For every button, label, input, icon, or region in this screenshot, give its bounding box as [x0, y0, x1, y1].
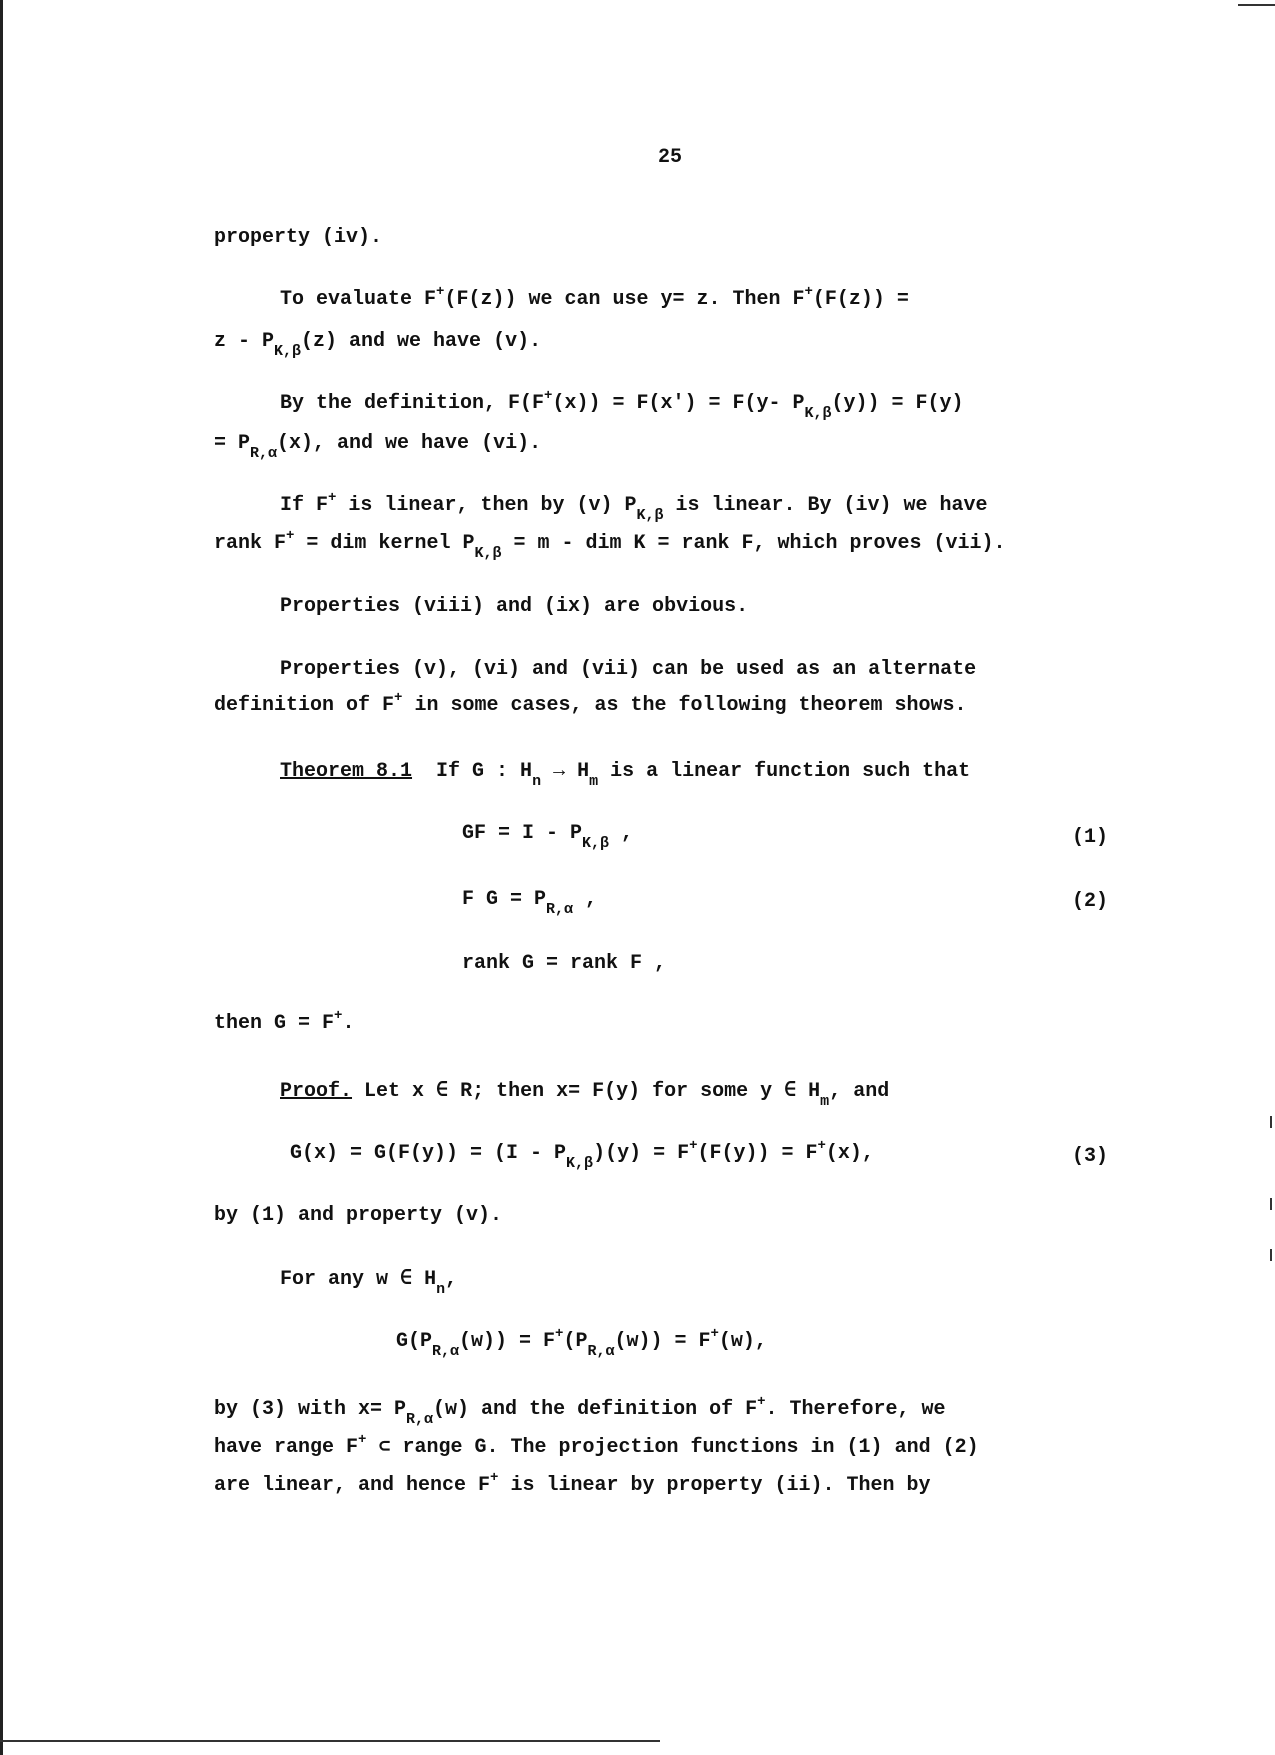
- text-line: then G = F+.: [214, 1008, 355, 1035]
- text-line: Properties (viii) and (ix) are obvious.: [280, 595, 749, 618]
- equation-rank: rank G = rank F ,: [462, 952, 667, 975]
- text-line: z - $P_{K,\beta}(z)$ and we have (v).: [214, 330, 542, 360]
- equation-1: GF = I - $P_{K,\beta}$ ,: [462, 822, 634, 852]
- text-line: If F+ is linear, then by (v) $P_{K,\beta}$ is linear. By (iv) we have: [280, 490, 988, 524]
- equation-2: F $G = P_{R,\alpha}$ ,: [462, 888, 598, 918]
- proof-line: Proof. Let x ∈ R; then x= F(y) for some y ∈ $H_m$, and: [280, 1080, 890, 1110]
- equation-3: $G(x) = G(F(y)) = (I - P_{K,\beta})(y) = F^+(F(y)) = F^+(x)$,: [290, 1138, 874, 1172]
- text-line: definition of F+ in some cases, as the following theorem shows.: [214, 690, 967, 717]
- text-line: by (3) with $x= P_{R,\alpha}(w)$ and the definition of F+. Therefore, we: [214, 1394, 946, 1428]
- theorem-label: Theorem 8.1: [280, 760, 413, 783]
- scan-margin-mark: [1270, 1116, 1272, 1128]
- page-number: 25: [658, 146, 683, 169]
- text-line: By the definition, F(F+(x)) = F(x') = F(y- $P_{K,\beta}(y)) = F(y)$: [280, 388, 964, 422]
- scan-top-right-rule: [1238, 4, 1275, 6]
- equation-4: $G(P_{R,\alpha}(w)) = F^+(P_{R,\alpha}(w)) = F^+(w)$,: [396, 1326, 767, 1360]
- equation-number: (1): [1072, 826, 1109, 849]
- proof-label: Proof.: [280, 1080, 353, 1103]
- equation-number: (3): [1072, 1145, 1109, 1168]
- text-line: are linear, and hence F+ is linear by property (ii). Then by: [214, 1470, 931, 1497]
- theorem-statement: Theorem 8.1 If G : $H_n \to H_m$ is a linear function such that: [280, 760, 971, 790]
- equation-number: (2): [1072, 890, 1109, 913]
- scan-left-edge: [0, 0, 3, 1755]
- text-line: have range F+ ⊂ range G. The projection functions in (1) and (2): [214, 1432, 979, 1459]
- scan-bottom-rule: [0, 1740, 660, 1742]
- text-line: by (1) and property (v).: [214, 1204, 503, 1227]
- scan-margin-mark: [1270, 1198, 1272, 1210]
- text-line: To evaluate F+(F(z)) we can use y= z. Then F+(F(z)) =: [280, 284, 909, 311]
- text-line: rank F+ = dim kernel $P_{K,\beta} = m$ - dim K = rank F, which proves (vii).: [214, 528, 1006, 562]
- text-line: For any w ∈ $H_n$,: [280, 1268, 458, 1298]
- text-line: Properties (v), (vi) and (vii) can be used as an alternate: [280, 658, 977, 681]
- text-line: property (iv).: [214, 226, 383, 249]
- scan-margin-mark: [1270, 1249, 1272, 1261]
- text-line: = $P_{R,\alpha}(x)$, and we have (vi).: [214, 432, 542, 462]
